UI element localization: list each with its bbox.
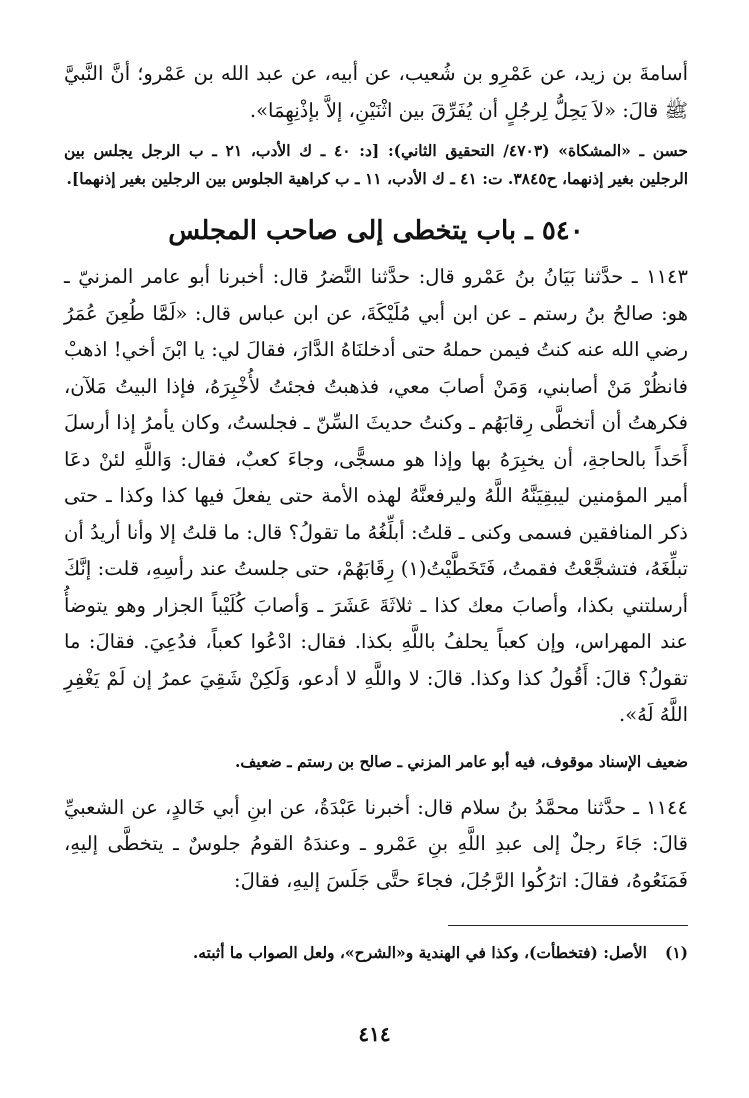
footnote-divider [448,925,688,926]
top-paragraph: أسامةَ بن زيد، عن عَمْرِو بن شُعيب، عن أبيه، عن عبد الله بن عَمْرو؛ أنَّ النَّبيَّ ﷺ قالَ: «لاَ يَحِلُّ لِرجُلٍ أن يُفَرِّقَ بين اثْنَيْنِ، إلاَّ بإذْنِهِمَا». [64,62,688,122]
grading-1143: ضعيف الإسناد موقوف، فيه أبو عامر المزني ـ صالح بن رستم ـ ضعيف. [234,751,688,771]
footnote [64,940,688,966]
page-body [64,56,688,1056]
page-number: ٤١٤ [358,1022,391,1046]
hadith-1144: ١١٤٤ ـ حدَّثنا محمَّدُ بنُ سلام قال: أخبرنا عَبْدَةُ، عن ابنِ أبي خَالدٍ، عن الشعبيِّ قالَ: جَاءَ رجلٌ إلى عبدِ اللَّهِ بنِ عَمْرو ـ وعندَهُ القومُ جلوسٌ ـ يتخطَّى إليهِ، فَمَنَعُوهُ، فقالَ: اترُكُوا الرَّجُلَ، فجاءَ حتَّى جَلَسَ إليهِ، فقالَ: [64,795,688,892]
footnote-text: الأصل: (فتخطأت)، وكذا في الهندية و«الشرح»، ولعل الصواب ما أثبته. [192,943,647,962]
footnote-number: (١) [664,943,688,962]
top-grading: حسن ـ «المشكاة» (٤٧٠٣/ التحقيق الثاني): [د: ٤٠ ـ ك الأدب، ٢١ ـ ب الرجل يجلس بين الرجلين بغير إذنهما، ح٣٨٤٥. ت: ٤١ ـ ك الأدب، ١١ ـ ب كراهية الجلوس بين الرجلين بغير إذنهما]. [64,141,688,188]
chapter-heading: ٥٤٠ ـ باب يتخطى إلى صاحب المجلس [168,216,584,246]
hadith-1143: ١١٤٣ ـ حدَّثنا بَيَانُ بنُ عَمْرو قال: حدَّثنا النَّضرُ قال: أخبرنا أبو عامر المزنيّ ـ هو: صالحُ بنُ رستم ـ عن ابن أبي مُلَيْكَةَ، عن ابن عباس قال: «لَمَّا طُعِنَ عُمَرُ رضي الله عنه كنتُ فيمن حملهُ حتى أدخلنَاهُ الدَّارَ، فقالَ لي: يا ابْنَ أخي! اذهبْ فانظُرْ مَنْ أصابني، وَمَنْ أصابَ معي، فذهبتُ فجئتُ لأُخْبِرَهُ، فإذا البيتُ مَلآن، فكرهتُ أن أتخطَّى رِقابَهُم ـ وكنتُ حديثَ السِّنّ ـ فجلستُ، وكان يأمرُ إذا أرسلَ أَحَداً بالحاجةِ، أن يخبِرَهُ بها وإذا هو مسجًّى، وجاءَ كعبٌ، فقال: وَاللَّهِ لئنْ دعَا أمير المؤمنين ليبقِيَنَّهُ اللَّهُ وليرفعنَّهُ لهذه الأمة حتى يفعلَ فيها كذا وكذا ـ حتى ذكر المنافقين فسمى وكنى ـ قلتُ: أبلِّغُهُ ما تقولُ؟ قال: ما قلتُ إلا وأنا أريدُ أن تبلِّغَهُ، فتشجَّعْتُ فقمتُ، فَتَخَطَّيْتُ(١) رِقَابَهُمْ، حتى جلستُ عند رأسِهِ، قلت: إنَّكَ أرسلتني بكذا، وأصابَ معك كذا ـ ثلاثَةَ عَشَرَ ـ وَأصابَ كُلَيْباً الجزار وهو يتوضأُ عند المهراس، وإن كعباً يحلفُ باللَّهِ بكذا. فقال: ادْعُوا كعباً، فدُعِيَ. فقالَ: ما تقولُ؟ قالَ: أَقُولُ كذا وكذا. قالَ: لا واللَّهِ لا أدعو، وَلَكِنْ شَقِيَ عمرُ إن لَمْ يَغْفِرِ اللَّهُ لَهُ». [64,265,689,726]
